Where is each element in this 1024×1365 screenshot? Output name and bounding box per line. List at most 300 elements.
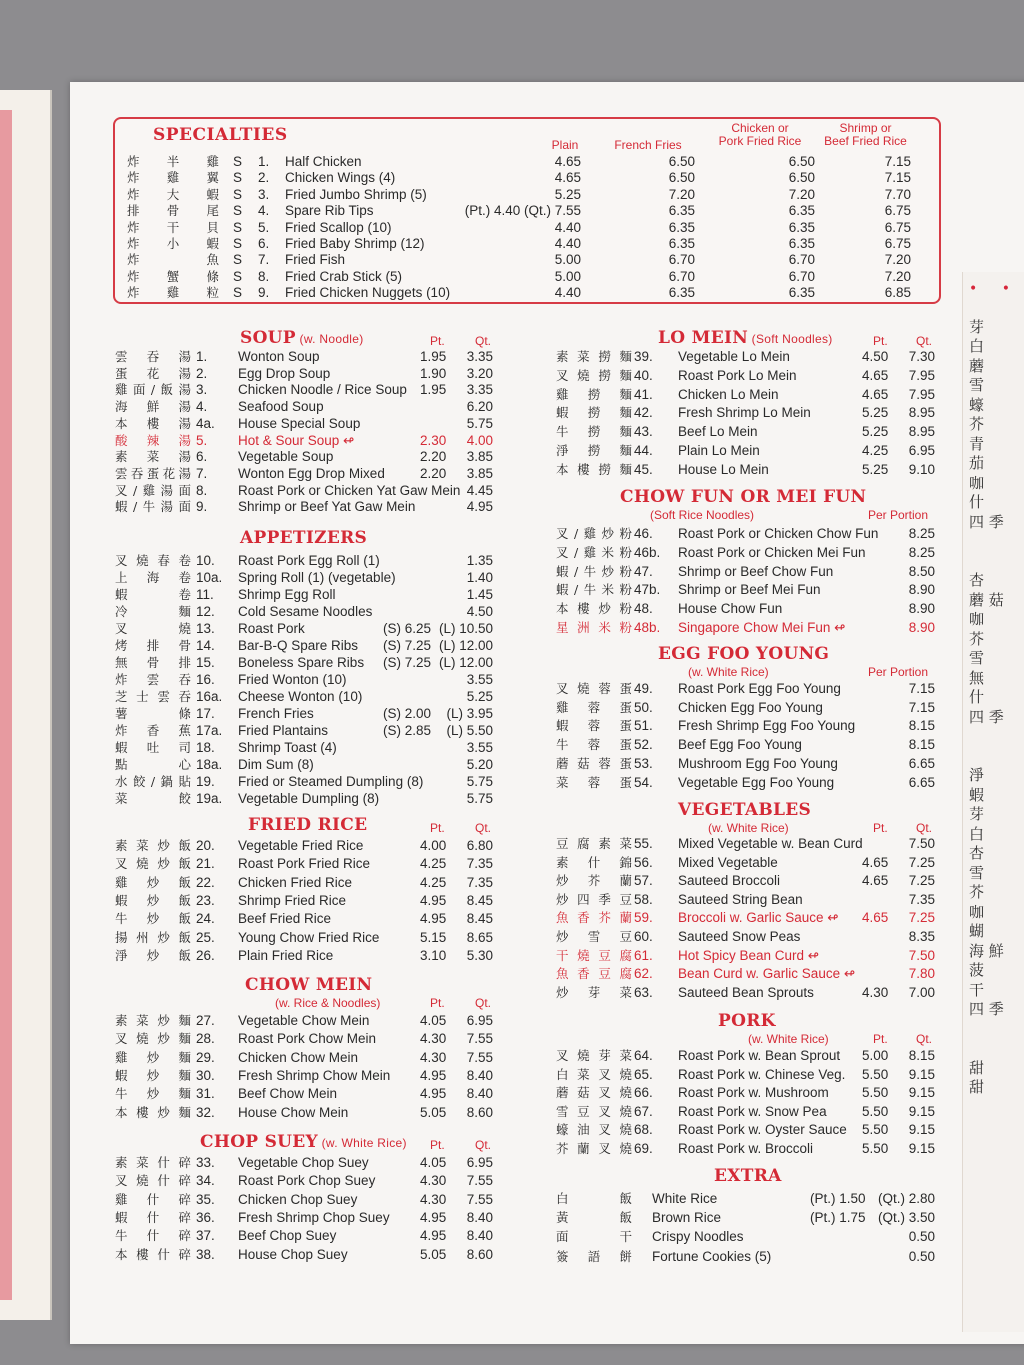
price-quart: 7.25 — [908, 873, 935, 889]
chinese-name: 蝦 炒 飯 — [115, 892, 191, 908]
chinese-name: 牛 炒 飯 — [115, 911, 191, 927]
price-quart: 7.35 — [466, 856, 493, 872]
item-number: 59. — [634, 910, 653, 926]
chinese-name: 揚州炒飯 — [115, 929, 191, 945]
item-name: Plain Lo Mein — [678, 443, 760, 458]
chinese-name: 炒 芥 蘭 — [556, 873, 632, 889]
item-number: 46. — [634, 526, 653, 541]
menu-item — [0, 835, 1000, 853]
item-number: 6. — [258, 236, 270, 251]
item-name: Chicken Noodle / Rice Soup — [238, 382, 407, 398]
price-quart: 7.95 — [908, 367, 935, 383]
item-number: 5. — [258, 219, 270, 235]
column-header-pt: Pt. — [430, 1138, 445, 1152]
item-number: 1. — [196, 349, 208, 364]
price-quart: 8.45 — [466, 911, 493, 927]
menu-item — [0, 619, 1000, 637]
chinese-name: 素 什 錦 — [556, 854, 632, 870]
specialty-row — [125, 236, 935, 252]
chinese-name: 蘑菇蓉蛋 — [556, 755, 632, 771]
item-name: Cold Sesame Noodles — [238, 604, 373, 619]
menu-item — [0, 1172, 1000, 1190]
item-number: 49. — [634, 681, 653, 696]
item-name: Roast Pork Chop Suey — [238, 1173, 376, 1189]
price-pint: 4.95 — [420, 911, 447, 927]
item-name: Vegetable Chop Suey — [238, 1155, 369, 1170]
chinese-name: 雞 炒 飯 — [115, 874, 191, 890]
price-pint: 5.50 — [862, 1066, 889, 1082]
item-name: Sauteed String Bean — [678, 891, 803, 907]
chinese-name: 芥蘭叉燒 — [556, 1141, 632, 1156]
column-header-per-portion: Per Portion — [868, 665, 929, 679]
item-name: Roast Pork w. Bean Sprout — [678, 1048, 841, 1063]
chinese-name: 白 飯 — [556, 1191, 632, 1206]
item-number: 3. — [258, 186, 270, 202]
item-name: Chicken Lo Mein — [678, 386, 779, 402]
price-quart: 1.40 — [466, 570, 493, 585]
section-title-text: FRIED RICE — [248, 815, 368, 835]
price-quart: (L) 12.00 — [438, 638, 493, 653]
item-number: 30. — [196, 1067, 215, 1083]
item-name: Wonton Soup — [238, 349, 320, 364]
chinese-name: 蝦 蓉 蛋 — [556, 718, 632, 734]
edge-line: 雪 — [969, 863, 985, 882]
item-number: 16. — [196, 672, 215, 687]
item-number: 48b. — [634, 620, 661, 635]
item-name: Shrimp Fried Rice — [238, 892, 347, 908]
price-quart: 7.35 — [466, 874, 493, 890]
item-number: 15. — [196, 655, 215, 670]
item-name: Roast Pork — [238, 621, 305, 636]
chinese-name: 烤 排 骨 — [115, 638, 191, 653]
section-title — [658, 644, 829, 664]
item-name: Roast Pork or Chicken Mei Fun — [678, 544, 866, 560]
item-number: 56. — [634, 854, 653, 870]
chinese-name: 雞 什 碎 — [115, 1191, 191, 1207]
price-pint: 4.95 — [420, 892, 447, 908]
item-name: Vegetable Lo Mein — [678, 349, 790, 364]
item-name: Beef Chow Mein — [238, 1086, 338, 1102]
price-quart: 5.25 — [466, 689, 493, 704]
edge-line — [969, 532, 1024, 552]
item-name: Fried Wonton (10) — [238, 672, 347, 687]
price-pint: 4.25 — [420, 874, 447, 890]
price-quart: 7.80 — [908, 966, 935, 982]
price-quart: 5.75 — [466, 791, 493, 806]
chinese-name: 叉燒什碎 — [115, 1173, 191, 1189]
price-quart: (L) 10.50 — [438, 621, 493, 636]
item-name: Sauteed Broccoli — [678, 873, 781, 889]
price-quart: 6.95 — [466, 1013, 493, 1028]
price-pint: 4.65 — [862, 854, 889, 870]
menu-item — [0, 736, 1000, 754]
item-name: Roast Pork Egg Foo Young — [678, 681, 841, 696]
price-pint: 5.25 — [862, 461, 889, 477]
item-number: 51. — [634, 718, 653, 734]
item-name: Fried Fish — [285, 252, 346, 268]
item-number: 62. — [634, 966, 653, 982]
price-shrimp: 7.20 — [884, 268, 911, 284]
price-quart: 8.60 — [466, 1246, 493, 1262]
price-quart: 7.50 — [908, 947, 935, 963]
item-name: Cheese Wonton (10) — [238, 689, 363, 704]
section-title — [248, 815, 367, 835]
menu-item — [0, 1121, 1000, 1139]
menu-item — [0, 790, 1000, 808]
price-quart: 9.15 — [908, 1122, 935, 1138]
price-fries: 6.70 — [668, 252, 695, 268]
price-quart: 5.30 — [466, 947, 493, 963]
item-name: Roast Pork w. Oyster Sauce — [678, 1122, 847, 1138]
item-name: Hot & Sour Soup ↫ — [238, 432, 355, 448]
price-quart: 1.45 — [466, 587, 493, 602]
size-code: S — [233, 186, 243, 202]
price-shrimp: 7.15 — [884, 170, 911, 186]
price-fries: 6.35 — [668, 203, 695, 219]
chinese-name: 菜 蓉 蛋 — [556, 774, 632, 790]
chinese-name: 雞 炒 麵 — [115, 1049, 191, 1065]
price-quart: 5.75 — [466, 774, 493, 789]
price-quart: 8.15 — [908, 1048, 935, 1063]
edge-line: 蘑 菇 — [969, 590, 1004, 609]
price-quart: 8.40 — [466, 1209, 493, 1225]
size-code: S — [233, 252, 243, 268]
column-header-qt: Qt. — [916, 334, 933, 348]
chinese-name: 牛 炒 麵 — [115, 1086, 191, 1102]
price-quart: 7.55 — [466, 1031, 493, 1047]
menu-item — [0, 1012, 1000, 1030]
chinese-name: 本樓炒粉 — [556, 601, 632, 617]
price-chicken: 6.35 — [788, 219, 815, 235]
price-quart: 7.25 — [908, 854, 935, 870]
price-shrimp: 6.75 — [884, 219, 911, 235]
price-chicken: 7.20 — [788, 186, 815, 202]
edge-line: 蝴 — [969, 922, 985, 940]
edge-line: 四 季 — [969, 1000, 1004, 1018]
price-quart: 7.15 — [908, 699, 935, 715]
chinese-name: 魚香芥蘭 — [556, 910, 632, 926]
chinese-name: 炸 雞 粒 — [127, 285, 219, 301]
section-subtitle: (w. White Rice) — [318, 1136, 407, 1150]
price-chicken: 6.70 — [788, 252, 815, 268]
item-name: Wonton Egg Drop Mixed — [238, 465, 385, 481]
size-code: S — [233, 219, 243, 235]
price-quart: 5.75 — [466, 415, 493, 431]
item-name: Mixed Vegetable — [678, 854, 778, 870]
edge-line: 蠔 — [969, 395, 985, 414]
item-number: 8. — [196, 482, 208, 498]
item-name: Brown Rice — [652, 1210, 722, 1226]
price-shrimp: 6.75 — [884, 236, 911, 251]
item-number: 7. — [196, 465, 208, 481]
item-name: Vegetable Fried Rice — [238, 838, 364, 853]
item-number: 8. — [258, 268, 270, 284]
price-fries: 6.35 — [668, 219, 695, 235]
specialty-row — [125, 203, 935, 219]
item-name: Chicken Chop Suey — [238, 1191, 358, 1207]
price-quart: 6.95 — [466, 1155, 493, 1170]
chinese-name: 牛 什 碎 — [115, 1228, 191, 1244]
item-number: 17. — [196, 706, 215, 721]
item-number: 22. — [196, 874, 215, 890]
chinese-name: 雞 蓉 蛋 — [556, 699, 632, 715]
edge-line: 蘑 — [969, 356, 985, 375]
item-number: 4a. — [196, 415, 215, 431]
item-name: Roast Pork w. Broccoli — [678, 1141, 814, 1156]
menu-item — [0, 717, 1000, 735]
price-quart: 6.65 — [908, 755, 935, 771]
item-number: 12. — [196, 604, 215, 619]
chinese-name: 炸 雲 吞 — [115, 672, 191, 687]
chinese-name: 雞面/飯湯 — [115, 382, 191, 398]
price-quart: 9.10 — [908, 461, 935, 477]
price-quart: 8.25 — [908, 544, 935, 560]
column-header-pt: Pt. — [430, 821, 445, 835]
chinese-name: 芝士雲吞 — [115, 689, 191, 704]
price-quart: 8.95 — [908, 424, 935, 440]
item-name: Boneless Spare Ribs — [238, 655, 365, 670]
item-name: Fresh Shrimp Egg Foo Young — [678, 718, 856, 734]
price-quart: 3.85 — [466, 465, 493, 481]
chinese-name: 雲吞蛋花湯 — [115, 465, 191, 481]
price-quart: 7.50 — [908, 836, 935, 851]
item-number: 23. — [196, 892, 215, 908]
price-fries: 6.50 — [668, 170, 695, 186]
item-number: 7. — [258, 252, 270, 268]
chinese-name: 酸 辣 湯 — [115, 432, 191, 448]
price-pint: (S) 2.85 — [383, 723, 432, 738]
price-plain: (Pt.) 4.40 (Qt.) 7.55 — [464, 203, 581, 219]
chinese-name: 叉 燒 — [115, 621, 191, 636]
item-number: 19. — [196, 774, 215, 789]
price-quart: 7.95 — [908, 386, 935, 402]
item-name: Chicken Egg Foo Young — [678, 699, 823, 715]
price-quart: (Qt.) 3.50 — [877, 1210, 935, 1226]
item-name: Egg Drop Soup — [238, 365, 331, 381]
edge-line: 杏 — [969, 571, 985, 589]
price-quart: 4.95 — [466, 499, 493, 515]
item-number: 53. — [634, 755, 653, 771]
item-name: Sauteed Bean Sprouts — [678, 984, 814, 1000]
price-pint: 3.10 — [420, 947, 447, 963]
column-header-qt: Qt. — [475, 1138, 492, 1152]
edge-line — [969, 747, 1024, 767]
price-pint: 4.65 — [862, 873, 889, 889]
edge-line: 白 — [969, 824, 985, 843]
price-quart: 3.55 — [466, 672, 493, 687]
menu-item — [0, 928, 1000, 946]
price-quart: 8.35 — [908, 929, 935, 944]
header-chicken: Chicken or Pork Fried Rice — [718, 121, 802, 148]
price-quart: 7.30 — [908, 349, 935, 364]
item-name: Bean Curd w. Garlic Sauce ↫ — [678, 966, 856, 982]
item-name: Seafood Soup — [238, 399, 324, 415]
section-title — [678, 800, 811, 820]
section-title — [240, 328, 364, 348]
price-quart: 9.15 — [908, 1103, 935, 1119]
menu-item — [0, 1066, 1000, 1084]
price-quart: (L) 3.95 — [446, 706, 493, 721]
column-header-pt: Pt. — [873, 334, 888, 348]
item-name: Beef Lo Mein — [678, 424, 758, 440]
specialties-box — [113, 117, 941, 304]
chinese-name: 牛 蓉 蛋 — [556, 737, 632, 753]
menu-item — [0, 563, 1000, 581]
price-pint: 4.30 — [420, 1173, 447, 1189]
item-number: 48. — [634, 601, 653, 617]
price-shrimp: 7.15 — [884, 154, 911, 169]
price-quart: 3.55 — [466, 740, 493, 755]
price-quart: 9.15 — [908, 1141, 935, 1156]
item-number: 18. — [196, 740, 215, 755]
price-quart: 8.15 — [908, 737, 935, 753]
chinese-name: 蝦 什 碎 — [115, 1209, 191, 1225]
section-title-text: SOUP — [240, 328, 296, 348]
section-title-text: EGG FOO YOUNG — [658, 644, 830, 664]
column-header-pt: Pt. — [873, 1032, 888, 1046]
item-name: Beef Egg Foo Young — [678, 737, 802, 753]
menu-item — [0, 404, 1000, 422]
item-name: Roast Pork w. Mushroom — [678, 1085, 829, 1101]
item-name: Beef Chop Suey — [238, 1228, 337, 1244]
item-name: Fried Baby Shrimp (12) — [285, 236, 425, 251]
size-code: S — [233, 268, 243, 284]
menu-item — [0, 774, 1000, 792]
menu-item — [0, 581, 1000, 599]
item-name: Roast Pork Lo Mein — [678, 367, 797, 383]
edge-line: 芽 — [969, 805, 985, 823]
item-number: 21. — [196, 856, 215, 872]
menu-item — [0, 1209, 1000, 1227]
chinese-name: 炸 蟹 條 — [127, 268, 219, 284]
item-number: 27. — [196, 1013, 215, 1028]
price-quart: (Qt.) 2.80 — [877, 1191, 935, 1206]
price-quart: 8.45 — [466, 892, 493, 908]
item-name: House Chow Mein — [238, 1104, 349, 1120]
price-pint: 4.65 — [862, 386, 889, 402]
item-number: 2. — [258, 170, 270, 186]
header-shrimp: Shrimp or Beef Fried Rice — [824, 121, 907, 148]
column-header-pt: Pt. — [873, 821, 888, 835]
chinese-name: 炸 雞 翼 — [127, 170, 219, 186]
item-number: 32. — [196, 1104, 215, 1120]
item-number: 52. — [634, 737, 653, 753]
menu-item — [0, 680, 1000, 698]
item-number: 42. — [634, 405, 653, 421]
price-quart: 8.25 — [908, 526, 935, 541]
item-number: 4. — [196, 399, 208, 415]
chinese-name: 蠔油叉燒 — [556, 1122, 632, 1138]
chinese-name: 炸 大 蝦 — [127, 186, 219, 202]
menu-item — [0, 1228, 1000, 1246]
menu-item — [0, 600, 1000, 618]
price-pint: 4.05 — [420, 1155, 447, 1170]
price-pint: 5.25 — [862, 405, 889, 421]
price-fries: 6.50 — [668, 154, 695, 169]
item-number: 9. — [258, 285, 270, 301]
price-pint: 4.95 — [420, 1067, 447, 1083]
item-name: Fresh Shrimp Chow Mein — [238, 1067, 391, 1083]
size-code: S — [233, 285, 243, 301]
menu-item — [0, 367, 1000, 385]
item-number: 66. — [634, 1085, 653, 1101]
chinese-name: 素菜什碎 — [115, 1155, 191, 1170]
price-quart: 8.65 — [466, 929, 493, 945]
chinese-name: 叉燒芽菜 — [556, 1048, 632, 1063]
specialty-row — [125, 187, 935, 203]
price-pint: (Pt.) 1.75 — [810, 1210, 866, 1226]
chinese-name: 海 鮮 湯 — [115, 399, 191, 415]
chinese-name: 面 干 — [556, 1229, 632, 1245]
item-number: 43. — [634, 424, 653, 440]
size-code: S — [233, 236, 243, 251]
menu-item — [0, 1190, 1000, 1208]
price-quart: 8.40 — [466, 1228, 493, 1244]
price-quart: 7.55 — [466, 1173, 493, 1189]
edge-line: 青 — [969, 434, 985, 453]
edge-line: 芥 — [969, 883, 985, 901]
chinese-name: 炸 干 貝 — [127, 219, 219, 235]
item-number: 57. — [634, 873, 653, 889]
item-name: French Fries — [238, 706, 314, 721]
chinese-name: 淨 炒 飯 — [115, 947, 191, 963]
item-number: 55. — [634, 836, 653, 851]
edge-line: 芥 — [969, 415, 985, 433]
column-header-qt: Qt. — [475, 334, 492, 348]
price-pint: 4.95 — [420, 1209, 447, 1225]
chinese-name: 冷 麵 — [115, 604, 191, 619]
price-pint: (S) 7.25 — [383, 655, 432, 670]
price-quart: 8.90 — [908, 620, 935, 635]
edge-line — [969, 1020, 1024, 1040]
chinese-name: 叉燒撈麵 — [556, 367, 632, 383]
price-plain: 4.65 — [554, 154, 581, 169]
price-shrimp: 6.75 — [884, 203, 911, 219]
menu-item — [0, 1103, 1000, 1121]
item-name: Plain Fried Rice — [238, 947, 334, 963]
item-name: Roast Pork Fried Rice — [238, 856, 371, 872]
chinese-name: 黃 飯 — [556, 1210, 632, 1226]
item-number: 1. — [258, 154, 270, 169]
item-name: Vegetable Soup — [238, 449, 334, 465]
price-quart: 6.80 — [466, 838, 493, 853]
section-title-text: LO MEIN — [658, 328, 749, 348]
price-pint: 2.30 — [420, 432, 447, 448]
chinese-name: 素菜撈麵 — [556, 349, 632, 364]
chinese-name: 炸 半 雞 — [127, 154, 219, 169]
section-title-text: EXTRA — [714, 1166, 782, 1186]
chinese-name: 素菜炒麵 — [115, 1013, 191, 1028]
price-pint: 4.25 — [420, 856, 447, 872]
price-pint: 5.50 — [862, 1085, 889, 1101]
item-name: Fried Chicken Nuggets (10) — [285, 285, 451, 301]
header-plain: Plain — [551, 138, 579, 152]
menu-item — [0, 891, 1000, 909]
section-title-text: CHOW FUN OR MEI FUN — [620, 487, 867, 507]
price-quart: 8.95 — [908, 405, 935, 421]
item-number: 39. — [634, 349, 653, 364]
item-number: 45. — [634, 461, 653, 477]
item-name: Roast Pork Chow Mein — [238, 1031, 377, 1047]
item-name: House Special Soup — [238, 415, 361, 431]
item-number: 18a. — [196, 757, 223, 772]
chinese-name: 叉燒炒飯 — [115, 856, 191, 872]
chinese-name: 蝦 吐 司 — [115, 740, 191, 755]
chinese-name: 炸 小 蝦 — [127, 236, 219, 251]
item-name: Vegetable Chow Mein — [238, 1013, 370, 1028]
item-number: 38. — [196, 1246, 215, 1262]
size-code: S — [233, 154, 243, 169]
